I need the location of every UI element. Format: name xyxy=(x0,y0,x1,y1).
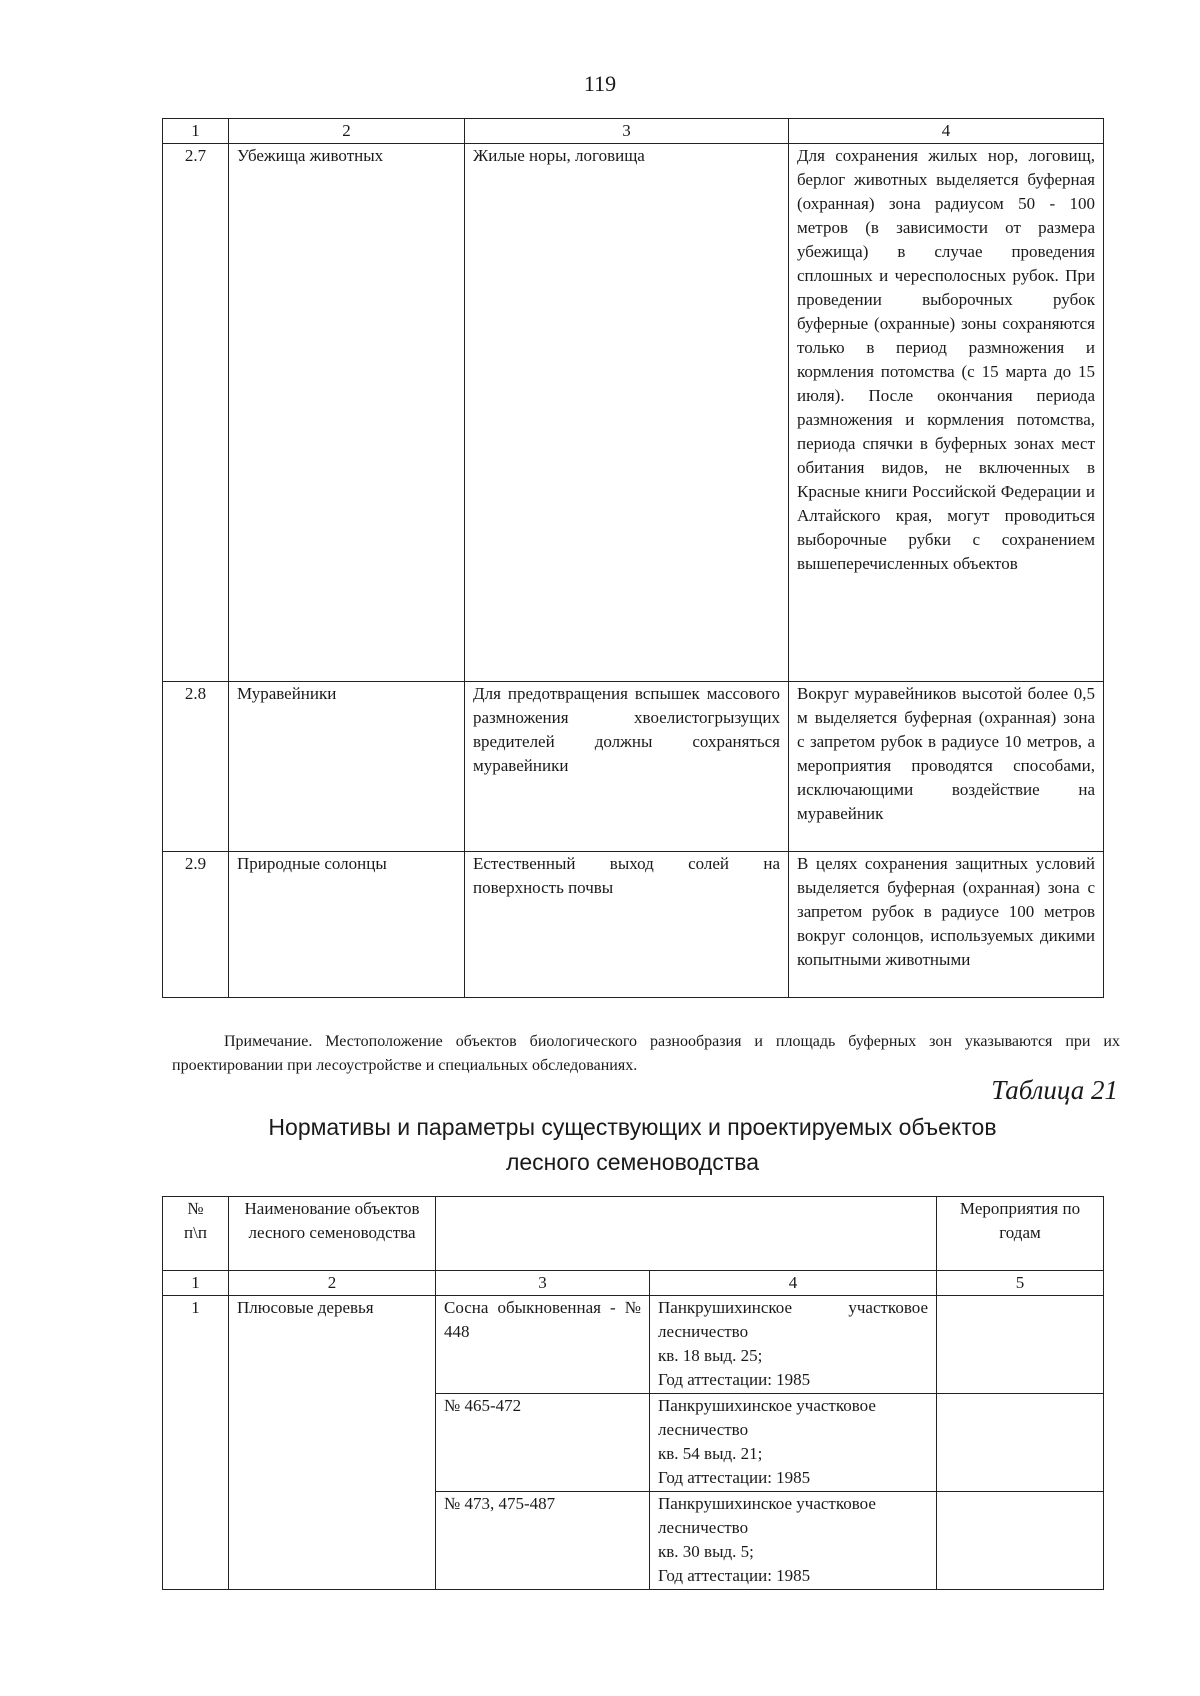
tree-location xyxy=(650,1492,937,1590)
object-name: Природные солонцы xyxy=(229,852,465,998)
row-number: 2.9 xyxy=(163,852,229,998)
measures-cell xyxy=(937,1492,1104,1590)
col-number-5: 5 xyxy=(937,1271,1104,1296)
tree-location xyxy=(650,1394,937,1492)
col-number-2: 2 xyxy=(229,1271,436,1296)
header-number-abbr: п\п xyxy=(184,1223,207,1242)
col-number-3: 3 xyxy=(436,1271,650,1296)
group-name: Плюсовые деревья xyxy=(229,1296,436,1590)
object-name: Убежища животных xyxy=(229,144,465,682)
table-column-numbers xyxy=(163,1271,1104,1296)
table-header-row xyxy=(163,1197,1104,1271)
quarter-plot: кв. 18 выд. 25; xyxy=(658,1346,763,1365)
table-row xyxy=(163,682,1104,852)
object-description: Для предотвращения вспышек массового размножения хвоелистогрызущих вредителей должны сохраняться муравейники xyxy=(465,682,789,852)
table-row xyxy=(163,852,1104,998)
table-title xyxy=(160,1110,1105,1180)
table-row xyxy=(163,1296,1104,1394)
header-number xyxy=(163,1197,229,1271)
object-name: Муравейники xyxy=(229,682,465,852)
quarter-plot: кв. 30 выд. 5; xyxy=(658,1542,754,1561)
col-number-1: 1 xyxy=(163,1271,229,1296)
object-description: Естественный выход солей на поверхность почвы xyxy=(465,852,789,998)
quarter-plot: кв. 54 выд. 21; xyxy=(658,1444,763,1463)
header-measures-by-year: Мероприятия по годам xyxy=(937,1197,1104,1271)
col-number-2: 2 xyxy=(229,119,465,144)
col-number-3: 3 xyxy=(465,119,789,144)
tree-id: № 473, 475-487 xyxy=(436,1492,650,1590)
table-label: Таблица 21 xyxy=(991,1075,1118,1105)
attestation-year: Год аттестации: 1985 xyxy=(658,1566,811,1585)
forestry-name: Панкрушихинское участковое лесничество xyxy=(658,1298,928,1341)
measures-cell xyxy=(937,1296,1104,1394)
col-number-4: 4 xyxy=(650,1271,937,1296)
header-number-sign: № xyxy=(187,1199,204,1218)
table-row xyxy=(163,144,1104,682)
attestation-year: Год аттестации: 1985 xyxy=(658,1468,811,1487)
tree-id: № 465-472 xyxy=(436,1394,650,1492)
header-object-name: Наименование объектов лесного семеноводства xyxy=(229,1197,436,1271)
table-header-row xyxy=(163,119,1104,144)
forestry-name: Панкрушихинское участковое лесничество xyxy=(658,1396,876,1439)
tree-location xyxy=(650,1296,937,1394)
table-title-line-2: лесного семеноводства xyxy=(505,1149,760,1175)
biodiversity-table xyxy=(162,118,1104,998)
table-title-line-1: Нормативы и параметры существующих и проектируемых объектов xyxy=(268,1114,997,1140)
header-empty xyxy=(436,1197,937,1271)
tree-id: Сосна обыкновенная - № 448 xyxy=(436,1296,650,1394)
attestation-year: Год аттестации: 1985 xyxy=(658,1370,811,1389)
table-note: Примечание. Местоположение объектов биологического разнообразия и площадь буферных зон указываются при их проектировании при лесоустройстве и специальных обследованиях. xyxy=(172,1033,1120,1074)
protection-measures: Вокруг муравейников высотой более 0,5 м выделяется буферная (охранная) зона с запретом рубок в радиусе 10 метров, а мероприятия проводятся способами, исключающими воздействие на муравейник xyxy=(789,682,1104,852)
object-description: Жилые норы, логовища xyxy=(465,144,789,682)
col-number-1: 1 xyxy=(163,119,229,144)
protection-measures: В целях сохранения защитных условий выделяется буферная (охранная) зона с запретом рубок в радиусе 100 метров вокруг солонцов, используемых дикими копытными животными xyxy=(789,852,1104,998)
col-number-4: 4 xyxy=(789,119,1104,144)
row-number: 2.7 xyxy=(163,144,229,682)
group-number: 1 xyxy=(163,1296,229,1590)
seed-objects-table xyxy=(162,1196,1104,1590)
forestry-name: Панкрушихинское участковое лесничество xyxy=(658,1494,876,1537)
row-number: 2.8 xyxy=(163,682,229,852)
measures-cell xyxy=(937,1394,1104,1492)
protection-measures: Для сохранения жилых нор, логовищ, берлог животных выделяется буферная (охранная) зона радиусом 50 - 100 метров (в зависимости от размера убежища) в случае проведения сплошных и чересполосных рубок. При проведении выборочных рубок буферные (охранные) зоны сохраняются только в период размножения и кормления потомства (с 15 марта до 15 июля). После окончания периода размножения и кормления потомства, периода спячки в буферных зонах мест обитания видов, не включенных в Красные книги Российской Федерации и Алтайского края, могут проводиться выборочные рубки с сохранением вышеперечисленных объектов xyxy=(789,144,1104,682)
page-number: 119 xyxy=(583,71,617,96)
